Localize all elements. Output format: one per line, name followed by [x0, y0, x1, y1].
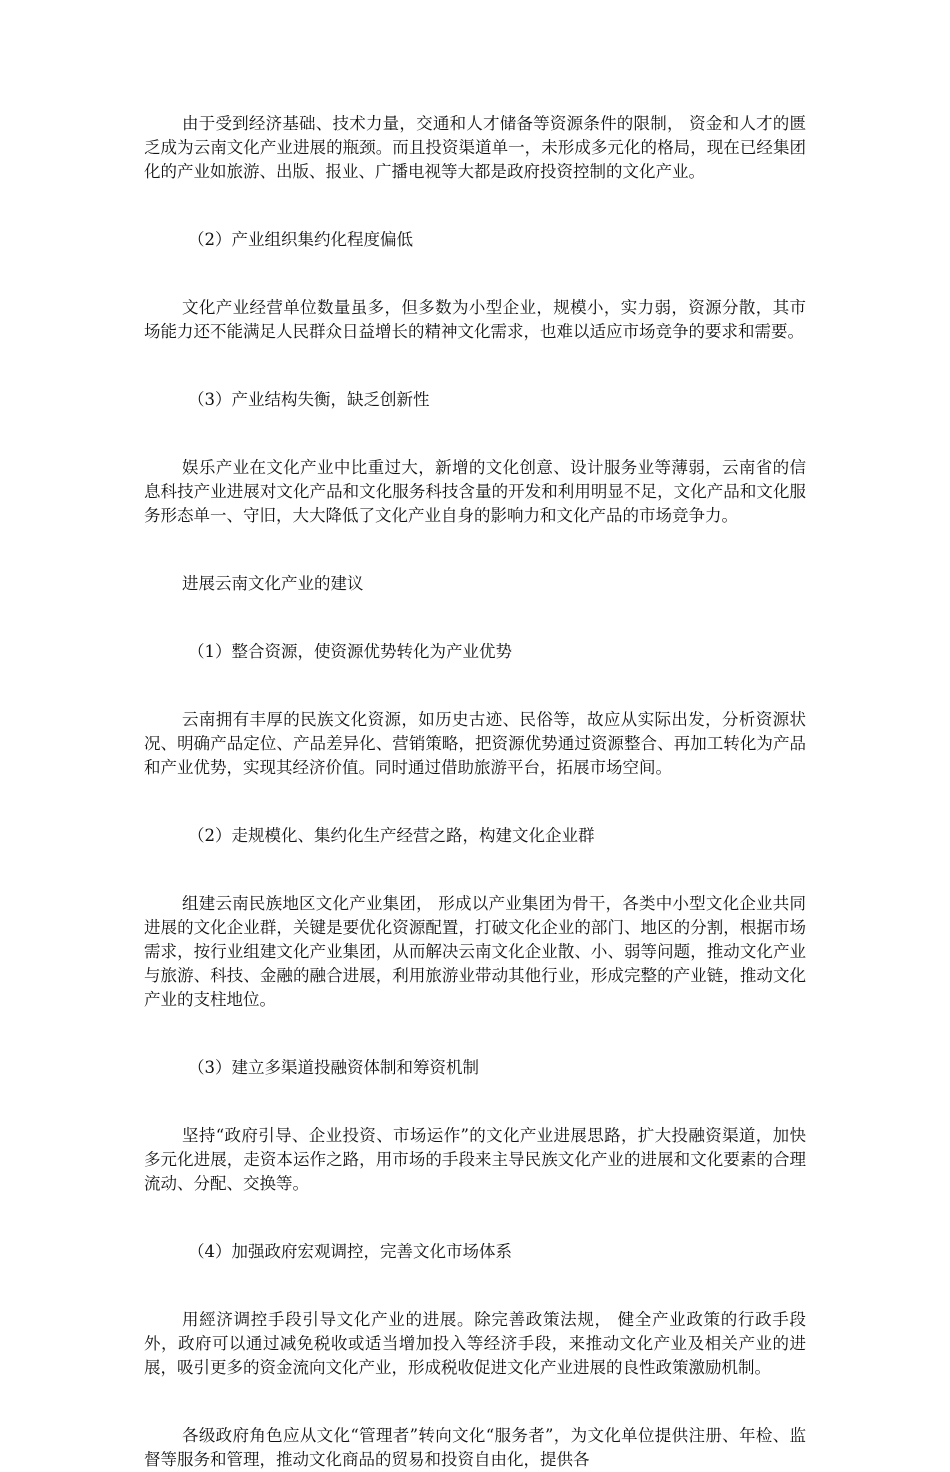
paragraph-entertainment-share: 娱乐产业在文化产业中比重过大，新增的文化创意、设计服务业等薄弱，云南省的信息科技产业进展对文化产品和文化服务科技含量的开发和利用明显不足，文化产品和文化服务形态单一、守旧，大大降低了文化产业自身的影响力和文化产品的市场竞争力。: [144, 458, 806, 525]
paragraph-economic-regulation: 用經济调控手段引导文化产业的进展。除完善政策法规， 健全产业政策的行政手段外，政府可以通过减免税收或适当增加投入等经济手段，来推动文化产业及相关产业的进展，吸引更多的资金流向文化产业，形成税收促进文化产业进展的良性政策激励机制。: [144, 1310, 806, 1377]
heading-integrate-resources: （1）整合资源，使资源优势转化为产业优势: [188, 642, 512, 661]
heading-industry-structure: （3）产业结构失衡，缺乏创新性: [188, 390, 430, 409]
paragraph-industry-groups: 组建云南民族地区文化产业集团， 形成以产业集团为骨干，各类中小型文化企业共同进展的文化企业群，关键是要优化资源配置，打破文化企业的部门、地区的分割，根据市场需求，按行业组建文化产业集团，从而解决云南文化企业散、小、弱等问题，推动文化产业与旅游、科技、金融的融合进展，利用旅游业带动其他行业，形成完整的产业链，推动文化产业的支柱地位。: [144, 894, 806, 1009]
heading-scale-production: （2）走规模化、集约化生产经营之路，构建文化企业群: [188, 826, 595, 845]
paragraph-small-enterprises: 文化产业经营单位数量虽多，但多数为小型企业，规模小，实力弱，资源分散，其市场能力还不能满足人民群众日益增长的精神文化需求，也难以适应市场竞争的要求和需要。: [144, 298, 806, 341]
paragraph-ethnic-resources: 云南拥有丰厚的民族文化资源，如历史古迹、民俗等，故应从实际出发，分析资源状况、明确产品定位、产品差异化、营销策略，把资源优势通过资源整合、再加工转化为产品和产业优势，实现其经济价值。同时通过借助旅游平台，拓展市场空间。: [144, 710, 806, 777]
document-page: [144, 112, 806, 1472]
paragraph-resource-constraints: 由于受到经济基础、技术力量，交通和人才储备等资源条件的限制， 资金和人才的匮乏成为云南文化产业进展的瓶颈。而且投资渠道单一，未形成多元化的格局，现在已经集团化的产业如旅游、出版、报业、广播电视等大都是政府投资控制的文化产业。: [144, 114, 806, 181]
heading-suggestions: 进展云南文化产业的建议: [182, 574, 364, 593]
heading-macro-control: （4）加强政府宏观调控，完善文化市场体系: [188, 1242, 512, 1261]
paragraph-government-role: 各级政府角色应从文化“管理者”转向文化“服务者”，为文化单位提供注册、年检、监督等服务和管理，推动文化商品的贸易和投资自由化，提供各: [144, 1426, 806, 1469]
heading-financing-system: （3）建立多渠道投融资体制和筹资机制: [188, 1058, 479, 1077]
paragraph-investment-channels: 坚持“政府引导、企业投资、市场运作”的文化产业进展思路，扩大投融资渠道，加快多元化进展，走资本运作之路，用市场的手段来主导民族文化产业的进展和文化要素的合理流动、分配、交换等。: [144, 1126, 806, 1193]
heading-industry-organization: （2）产业组织集约化程度偏低: [188, 230, 413, 249]
